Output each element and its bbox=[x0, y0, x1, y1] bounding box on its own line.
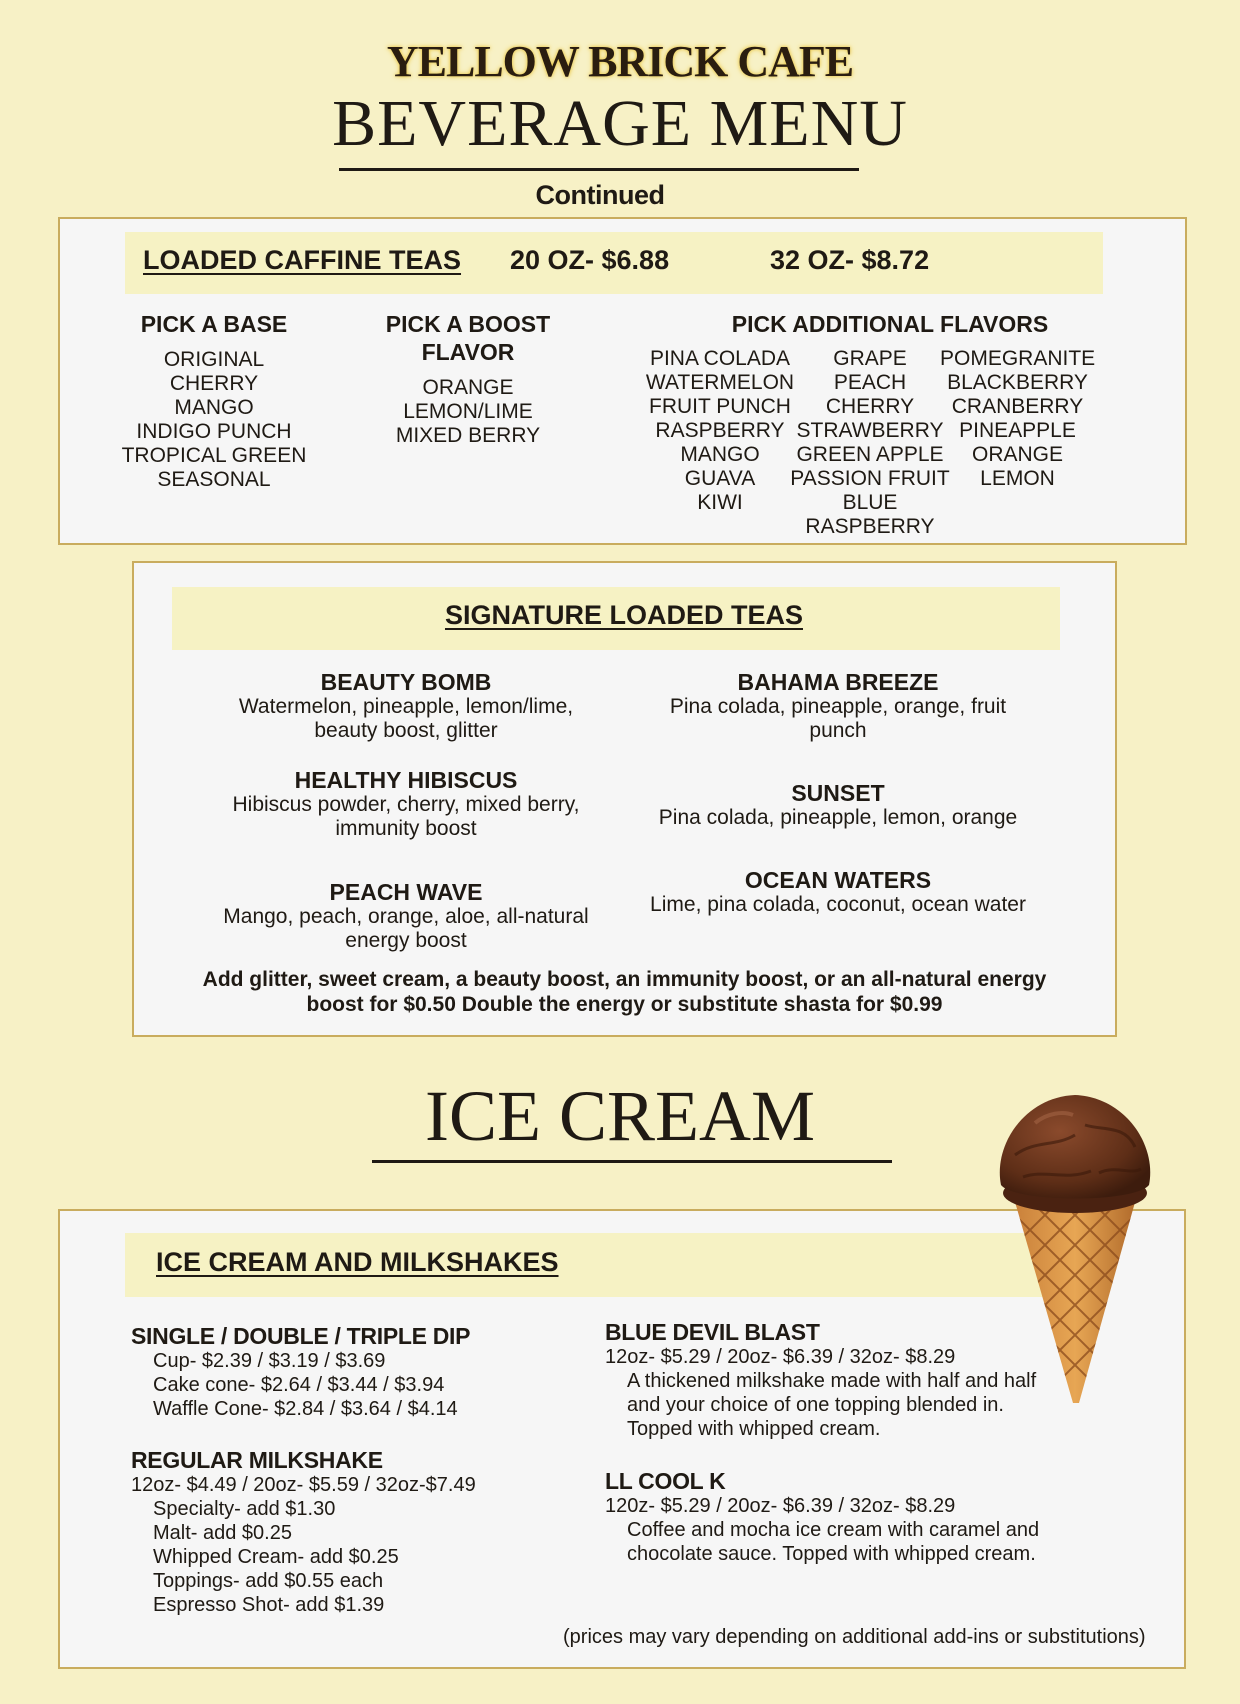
flavors-column-3 bbox=[940, 347, 1095, 491]
menu-title: BEVERAGE MENU bbox=[332, 87, 908, 160]
cafe-name: YELLOW BRICK CAFE bbox=[386, 37, 854, 86]
drink-bahama-breeze bbox=[638, 669, 1038, 743]
list-item: MIXED BERRY bbox=[395, 424, 541, 447]
drink-description: Watermelon, pineapple, lemon/lime, bbox=[238, 695, 574, 718]
addon-line: boost for $0.50 Double the energy or substitute shasta for $0.99 bbox=[306, 993, 943, 1016]
drink-description: immunity boost bbox=[335, 817, 477, 840]
list-item: LEMON bbox=[980, 467, 1055, 490]
list-item: ORIGINAL bbox=[163, 348, 265, 371]
drink-peach-wave bbox=[206, 879, 606, 953]
drink-description: Pina colada, pineapple, orange, fruit bbox=[669, 695, 1007, 718]
blue-devil-blast-heading: BLUE DEVIL BLAST bbox=[605, 1319, 820, 1345]
list-item: WATERMELON bbox=[645, 371, 795, 394]
list-item: BLACKBERRY bbox=[947, 371, 1088, 394]
dips-block bbox=[131, 1323, 581, 1421]
addon-line: Specialty- add $1.30 bbox=[153, 1498, 336, 1520]
drink-name: BEAUTY BOMB bbox=[320, 669, 492, 695]
ice-cream-cone-icon bbox=[975, 1085, 1175, 1415]
drink-ocean-waters bbox=[628, 867, 1048, 917]
list-item: CHERRY bbox=[825, 395, 915, 418]
addon-line: Whipped Cream- add $0.25 bbox=[153, 1546, 399, 1568]
dip-price-line: Waffle Cone- $2.84 / $3.64 / $4.14 bbox=[153, 1398, 458, 1420]
description-line: and your choice of one topping blended in. bbox=[627, 1394, 1004, 1416]
addon-line: Malt- add $0.25 bbox=[153, 1522, 292, 1544]
drink-healthy-hibiscus bbox=[206, 767, 606, 841]
base-list bbox=[104, 348, 324, 492]
drink-name: OCEAN WATERS bbox=[744, 867, 932, 893]
pick-a-base-heading: PICK A BASE bbox=[140, 311, 288, 337]
list-item: PEACH bbox=[833, 371, 907, 394]
drink-description: Pina colada, pineapple, lemon, orange bbox=[658, 806, 1018, 829]
description-line: Coffee and mocha ice cream with caramel and bbox=[627, 1519, 1040, 1541]
boost-list bbox=[358, 376, 578, 448]
list-item: TROPICAL GREEN bbox=[121, 444, 307, 467]
boost-heading-line: PICK A BOOST bbox=[385, 311, 551, 337]
list-item: GREEN APPLE bbox=[796, 443, 944, 466]
ll-cool-k-prices: 120z- $5.29 / 20oz- $6.39 / 32oz- $8.29 bbox=[605, 1495, 956, 1517]
ll-cool-k-heading: LL COOL K bbox=[605, 1468, 726, 1494]
description-line: A thickened milkshake made with half and half bbox=[627, 1370, 1037, 1392]
addon-line: Toppings- add $0.55 each bbox=[153, 1570, 384, 1592]
dip-price-line: Cup- $2.39 / $3.19 / $3.69 bbox=[153, 1350, 386, 1372]
list-item: CRANBERRY bbox=[951, 395, 1084, 418]
list-item: ORANGE bbox=[971, 443, 1063, 466]
drink-description: energy boost bbox=[345, 929, 467, 952]
ll-cool-k-block bbox=[605, 1468, 1075, 1566]
flavors-column-1 bbox=[640, 347, 800, 515]
regular-milkshake-heading: REGULAR MILKSHAKE bbox=[131, 1447, 383, 1473]
pick-a-boost-column bbox=[358, 310, 578, 448]
title-underline bbox=[339, 168, 859, 171]
list-item: ORANGE bbox=[422, 376, 514, 399]
drink-description: Lime, pina colada, coconut, ocean water bbox=[650, 893, 1026, 916]
list-item: FRUIT PUNCH bbox=[649, 395, 791, 418]
drink-name: HEALTHY HIBISCUS bbox=[294, 767, 518, 793]
price-32oz: 32 OZ- $8.72 bbox=[770, 245, 930, 275]
addon-line: Add glitter, sweet cream, a beauty boost, an immunity boost, or an all-natural energy bbox=[202, 968, 1047, 991]
regular-milkshake-block bbox=[131, 1447, 581, 1617]
price-20oz: 20 OZ- $6.88 bbox=[510, 245, 670, 275]
list-item: PINEAPPLE bbox=[959, 419, 1076, 442]
list-item: RASPBERRY bbox=[655, 419, 785, 442]
list-item: POMEGRANITE bbox=[940, 347, 1096, 370]
drink-description: punch bbox=[809, 719, 867, 742]
list-item: GRAPE bbox=[833, 347, 907, 370]
list-item: STRAWBERRY bbox=[796, 419, 944, 442]
drink-description: beauty boost, glitter bbox=[314, 719, 498, 742]
drink-name: SUNSET bbox=[791, 780, 885, 806]
blue-devil-blast-prices: 12oz- $5.29 / 20oz- $6.39 / 32oz- $8.29 bbox=[605, 1346, 956, 1368]
additional-flavors-heading: PICK ADDITIONAL FLAVORS bbox=[731, 311, 1049, 337]
loaded-caffeine-teas-title: LOADED CAFFINE TEAS bbox=[143, 245, 462, 275]
description-line: chocolate sauce. Topped with whipped cream. bbox=[627, 1543, 1036, 1565]
list-item: MANGO bbox=[174, 396, 254, 419]
addon-note bbox=[132, 967, 1117, 1017]
drink-name: PEACH WAVE bbox=[329, 879, 483, 905]
price-footnote: (prices may vary depending on additional add-ins or substitutions) bbox=[563, 1626, 1146, 1648]
list-item: KIWI bbox=[697, 491, 743, 514]
drink-name: BAHAMA BREEZE bbox=[737, 669, 939, 695]
drink-description: Mango, peach, orange, aloe, all-natural bbox=[223, 905, 589, 928]
drink-beauty-bomb bbox=[206, 669, 606, 743]
list-item: SEASONAL bbox=[157, 468, 271, 491]
ice-cream-underline bbox=[372, 1160, 892, 1163]
ice-cream-milkshakes-title: ICE CREAM AND MILKSHAKES bbox=[156, 1247, 559, 1277]
list-item: CHERRY bbox=[169, 372, 259, 395]
boost-heading-line: FLAVOR bbox=[421, 339, 515, 365]
list-item: LEMON/LIME bbox=[403, 400, 533, 423]
list-item: MANGO bbox=[680, 443, 760, 466]
drink-sunset bbox=[638, 780, 1038, 830]
list-item: PINA COLADA bbox=[649, 347, 791, 370]
pick-a-base-column bbox=[104, 310, 324, 492]
list-item: PASSION FRUIT bbox=[790, 467, 950, 490]
list-item: INDIGO PUNCH bbox=[136, 420, 292, 443]
description-line: Topped with whipped cream. bbox=[627, 1418, 881, 1440]
list-item: BLUE RASPBERRY bbox=[805, 491, 935, 538]
dip-price-line: Cake cone- $2.64 / $3.44 / $3.94 bbox=[153, 1374, 445, 1396]
flavors-column-2 bbox=[785, 347, 955, 539]
menu-subtitle: Continued bbox=[535, 180, 665, 210]
signature-teas-title: SIGNATURE LOADED TEAS bbox=[444, 600, 803, 630]
pick-a-boost-heading bbox=[358, 310, 578, 366]
ice-cream-title: ICE CREAM bbox=[424, 1076, 816, 1156]
list-item: GUAVA bbox=[684, 467, 756, 490]
dips-heading: SINGLE / DOUBLE / TRIPLE DIP bbox=[131, 1323, 471, 1349]
milkshake-prices: 12oz- $4.49 / 20oz- $5.59 / 32oz-$7.49 bbox=[131, 1474, 476, 1496]
drink-description: Hibiscus powder, cherry, mixed berry, bbox=[232, 793, 580, 816]
addon-line: Espresso Shot- add $1.39 bbox=[153, 1594, 385, 1616]
